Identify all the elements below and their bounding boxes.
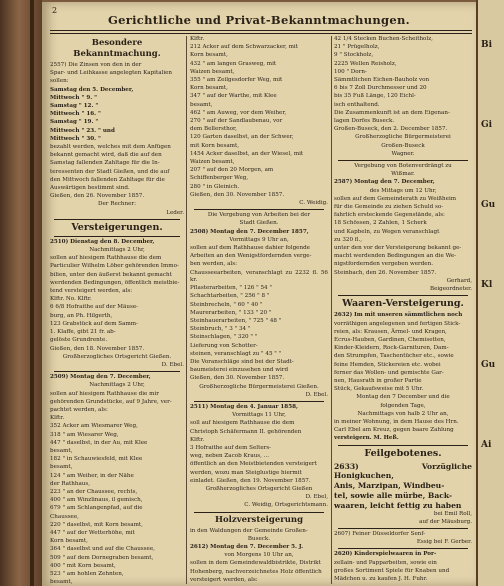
text-line: soll auf hiesigem Rathhause die dem xyxy=(190,420,295,427)
right-page-fragment: Ai xyxy=(481,440,492,450)
text-line: 270 " auf der Sandlaubenau, vor xyxy=(190,118,283,125)
separator xyxy=(54,371,180,372)
notice-2587 xyxy=(334,163,472,293)
text-line: großes Sortiment Spiele für Knaben und xyxy=(334,567,450,574)
text-line: sollen in dem Gemeindewaldbistrikte, Distrikt xyxy=(190,560,321,567)
notice-2612-continued xyxy=(334,36,472,158)
text-line: 223 " an der Chaussee, rechts, xyxy=(50,488,138,495)
text-line: Samstag fallenden Zahltage für die In- xyxy=(50,160,160,167)
text-line: 347 " auf der Warthe, mit Klee xyxy=(190,93,277,100)
text-line: Korn besamt, xyxy=(190,52,228,59)
right-page-fragment: Gu xyxy=(481,200,496,210)
text-line: Vormittags 11 Uhr, xyxy=(232,412,286,419)
section-title: Besondere Bekanntmachung. xyxy=(73,38,161,59)
text-line: öffentlich an den Meistbietenden versteigert xyxy=(190,461,317,468)
text-line: Die Vergebung von Arbeiten bei der xyxy=(207,212,311,219)
text-line: 21 " Prügelholz, xyxy=(334,44,380,51)
notice-2612 xyxy=(190,528,328,584)
text-line: D. Ebel. xyxy=(305,391,328,398)
text-line: 18 Schössen, 2 Zahlen, 1 Scherk xyxy=(334,220,427,227)
text-line: Mittwoch " 16. " xyxy=(50,111,101,118)
text-line: gelöste Grundrente. xyxy=(50,337,108,344)
text-line: den Strumpfen, Taschentücher etc., sowie xyxy=(334,353,454,360)
text-line: Klftr. xyxy=(190,436,205,443)
text-line: besamt, xyxy=(50,464,73,471)
text-line: unter den vor der Versteigerung bekannt ge- xyxy=(334,245,462,252)
text-line: 2557) Die Zinsen von den in der xyxy=(50,62,142,68)
text-line: sollen auf dem Gemeinderath zu Weißheim xyxy=(334,195,457,202)
separator xyxy=(338,528,468,529)
section-title: Versteigerungen. xyxy=(71,221,163,233)
separator xyxy=(338,445,468,446)
text-line: D. Ebel. xyxy=(161,361,184,368)
text-line: baumeisterei einzusehen und wird xyxy=(190,367,289,374)
notice-2511 xyxy=(190,404,328,510)
column-1 xyxy=(50,36,184,584)
text-line: Spar- und Leihkasse angelegten Kapitalien xyxy=(50,70,173,77)
text-line: 2587) Montag den 7. December, xyxy=(334,179,435,186)
text-line: Kinder-Kleidern, Rock-Garnituren, Dam- xyxy=(334,345,449,352)
text-line: 6 6/8 Hofraithe auf der Mäuse- xyxy=(50,304,139,311)
text-line: Sämmtlichen Eichen-Bauholz von xyxy=(334,77,430,84)
text-line: 123 Grabstück auf dem Samm- xyxy=(50,320,138,327)
text-line: 2508) Montag den 7. December 1857, xyxy=(190,228,309,235)
text-line: sollen auf dem Rathhause dahier folgende xyxy=(190,245,310,252)
text-line: 2633) Vorzügliche Honigkuchen, xyxy=(334,461,472,480)
text-line: fahrlich ersteckende Gegenstände, als: xyxy=(334,212,445,219)
text-line: Klftr. xyxy=(190,36,205,42)
text-line: 2607) Feiner Düsseldorfer Senf- xyxy=(334,530,426,537)
text-line: weg, neben Zacob Kraus, ... xyxy=(190,453,270,460)
text-line: bekannt gemacht wird, daß die auf den xyxy=(50,152,162,159)
text-line: sollen: xyxy=(50,78,69,85)
text-line: 462 " am Auweg, vor dem Weiher, xyxy=(190,109,287,116)
column-2 xyxy=(190,36,328,584)
text-line: vorräthigen angelegenen und fertigen Stick- xyxy=(334,320,461,327)
notice-2620 xyxy=(334,551,472,583)
text-line: werden, wozu man Steiglustige hiermit xyxy=(190,469,302,476)
text-line: 400 " mit Korn besamt, xyxy=(50,562,116,569)
text-line: Leder. xyxy=(166,209,184,216)
text-line: Samstag " 12. " xyxy=(50,103,99,110)
text-line: 42 1/4 Stecken Buchen-Scheitholz, xyxy=(334,36,433,42)
section-title: Holzversteigerung xyxy=(214,514,304,525)
text-line: Auswärtigen bestimmt sind. xyxy=(50,185,130,192)
text-line: Essig bei F. Gerber. xyxy=(416,539,472,546)
right-page-fragment: Bi xyxy=(481,40,493,50)
column-rule-1 xyxy=(186,36,187,584)
page-number: 2 xyxy=(52,6,58,15)
text-line: teressenten der Stadt Gießen, und die auf xyxy=(50,168,170,175)
text-line: zu 320 fl., xyxy=(334,236,363,243)
text-line: Wagner. xyxy=(391,150,415,157)
text-line: Arbeiten an den Wenigstfordernden verge- xyxy=(190,253,312,260)
text-line: Steinhauerarbeiten, " 725 " 48 " xyxy=(190,317,282,324)
text-line: Gerhard, xyxy=(446,277,472,284)
text-line: Vergebung von Botenverdrängt zu xyxy=(354,163,452,170)
text-line: nigstfordernden vergeben werden. xyxy=(334,261,433,268)
text-line: Korn besamt, xyxy=(50,538,88,545)
text-line: besamt, xyxy=(190,101,213,108)
separator xyxy=(54,219,180,220)
text-line: 364 " daselbst und auf die Chaussee, xyxy=(50,546,155,553)
text-line: versteigern. M. Heß. xyxy=(334,435,399,442)
text-line: Mittwoch " 23. " und xyxy=(50,127,115,134)
text-line: Nachmittags von halb 2 Uhr an, xyxy=(357,410,449,417)
section-title: Feilgebotenes. xyxy=(364,447,442,459)
text-line: sollen auf hiesigem Rathhause die dem xyxy=(50,255,162,262)
text-line: zellain- und Papparbeiten, sowie ein xyxy=(334,559,437,566)
text-line: Die Voranschläge sind bei der Stadt- xyxy=(190,358,294,365)
text-line: Lieferung von Schotter- xyxy=(190,342,258,349)
text-line: Großherzogliches Ortsgericht Gießen xyxy=(205,485,313,492)
text-line: ben werden, als: xyxy=(190,261,237,268)
text-line: 2510) Dienstag den 8. December, xyxy=(50,238,155,245)
text-line: Waizen besamt, xyxy=(190,159,235,166)
notice-2509-continued xyxy=(190,36,328,207)
text-line: 318 " am Wiesarer Weg, xyxy=(50,431,119,438)
text-line: feine Hemden, Stickereien etc. wobei xyxy=(334,361,441,368)
text-line: Hohenberg, nachverzeichnetes Holz öffentlich xyxy=(190,568,322,575)
text-line: reien, als: Krausen, Ärmel- und Kragen, xyxy=(334,328,447,335)
text-line: 2511) Montag den 4. Januar 1858, xyxy=(190,403,298,410)
text-line: Die Zusammenkunft ist an dem Eigenan- xyxy=(334,109,450,116)
separator xyxy=(338,295,468,296)
text-line: Steinschlagen, " 320 " " xyxy=(190,334,258,341)
notice-2509 xyxy=(50,374,184,584)
left-page xyxy=(42,2,476,586)
separator xyxy=(194,209,324,210)
column-rule-2 xyxy=(331,36,332,584)
text-line: 1. Klaffe, gibt 21 fr. ab- xyxy=(50,329,116,336)
page-title: Gerichtliche und Privat-Bekanntmachungen. xyxy=(108,13,410,27)
book-spine xyxy=(0,0,42,586)
text-line: 355 " am Zeilgesdorfer Weg, mit xyxy=(190,77,283,84)
text-line: 447 " auf der Wetterhöhe, mit xyxy=(50,529,135,536)
text-line: 432 " am langen Grasweg, mit xyxy=(190,60,277,67)
text-line: Großen-Buseck, den 2. December 1857. xyxy=(334,126,448,133)
text-line: waaren, leicht fettig zu haben xyxy=(334,500,462,510)
text-line: Vormittags 9 Uhr an, xyxy=(229,236,289,243)
notice-2632 xyxy=(334,312,472,442)
text-line: 352 Acker am Wiesmarer Weg, xyxy=(50,423,138,430)
text-line: besamt, xyxy=(50,579,73,584)
text-line: bis 35 Fuß Länge, 120 Eichl- xyxy=(334,93,416,100)
text-line: folgenden Tage, xyxy=(380,402,426,409)
text-line: Anis, Marzipan, Windbeu- xyxy=(334,480,445,490)
text-line: macht werdenden Bedingungen an die We- xyxy=(334,253,457,260)
text-line: Waizen besamt, xyxy=(190,68,235,75)
text-line: in meiner Wohnung, in dem Hause des Hrn. xyxy=(334,418,459,425)
text-line: Chaussee, xyxy=(50,513,79,520)
text-line: D. Ebel, xyxy=(305,494,328,501)
text-line: und Kapbeln, zu Wegen veranschlagt xyxy=(334,228,440,235)
text-line: 182 " in Schauwiesfeld, mit Klee xyxy=(50,456,143,463)
title-rule-top xyxy=(50,30,472,31)
text-line: Großen-Buseck xyxy=(381,142,425,149)
text-line: Klftr. No. Klftr. xyxy=(50,296,92,303)
text-line: pachtet werden, als: xyxy=(50,406,108,413)
text-line: versteigert werden, als: xyxy=(190,576,258,583)
text-line: 3 Hofraithe auf dem Selters- xyxy=(190,444,272,451)
text-line: Wißmar. xyxy=(391,171,415,178)
text-line: Steinbruch, " 3 " 34 " xyxy=(190,326,251,333)
text-line: Großherzogliches Ortsgericht Gießen. xyxy=(62,353,172,360)
text-line: Carl Ebel am Kreuz, gegen baare Zahlung xyxy=(334,427,454,434)
text-line: auf der Mäusburg. xyxy=(419,518,472,525)
text-line: C. Weidig. xyxy=(299,200,328,207)
text-line: Klftr. xyxy=(50,415,65,422)
text-line: 124 " am Weiher, in der Nähe xyxy=(50,472,134,479)
text-line: bilien, unter den äußerst bekannt gemacht xyxy=(50,271,172,278)
text-line: Mittwoch " 9. " xyxy=(50,94,98,101)
text-line: den Mittwoch fallenden Zahltage für die xyxy=(50,176,165,183)
text-line: 220 " daselbst, mit Korn besamt, xyxy=(50,521,143,528)
text-line: 1454 Acker daselbst, an der Wiesel, mit xyxy=(190,150,304,157)
text-line: Buseck. xyxy=(247,535,271,542)
section-title: Waaren-Versteigerung. xyxy=(342,298,464,310)
text-line: einladet. Gießen, den 19. November 1857. xyxy=(190,477,311,484)
notice-2607 xyxy=(334,531,472,546)
text-line: Großherzogliche Bürgermeisterei xyxy=(355,134,451,141)
text-line: Steinbrecheln, " 60 " 40 " xyxy=(190,301,263,308)
text-line: steinen, veranschlagt zu " 45 " " xyxy=(190,350,282,357)
text-line: besamt, xyxy=(50,447,73,454)
text-line: des Mittags um 12 Uhr, xyxy=(369,187,437,194)
spine-binding xyxy=(30,0,34,586)
text-line: Christoph Schäfermann II. gehörenden xyxy=(190,428,302,435)
text-line: burg, an Ph. Hilgerth, xyxy=(50,312,113,319)
text-line: Maurerarbeiten, " 133 " 20 " xyxy=(190,309,272,316)
text-line: Schachtarbeiten, " 256 " 8 " xyxy=(190,293,270,300)
text-line: 2620) Kinderspielwaaren in Por- xyxy=(334,551,437,558)
text-line: 2612) Montag den 7. December 5. J. xyxy=(190,543,304,550)
text-line: tend versteigert werden, als: xyxy=(50,288,133,295)
text-line: Mittwoch " 30. " xyxy=(50,135,101,142)
text-line: tel, sowie alle mürbe, Back- xyxy=(334,490,452,500)
text-line: 2509) Montag den 7. December, xyxy=(50,374,151,381)
notice-2510 xyxy=(50,239,184,369)
right-page-fragment: Gi xyxy=(481,120,493,130)
notice-2508 xyxy=(190,212,328,399)
text-line: Nachmittags 2 Uhr, xyxy=(89,247,145,254)
text-line: bei Emil Roll, xyxy=(433,510,472,517)
text-line: Der Rechner: xyxy=(98,201,136,208)
column-3 xyxy=(334,36,472,584)
text-line: in den Waldungen der Gemeinde Großen- xyxy=(190,527,308,534)
text-line: Stadt Gießen. xyxy=(239,220,279,227)
text-line: Pflasterarbeiten, " 126 " 54 " xyxy=(190,285,272,292)
right-page-fragment: Kl xyxy=(481,280,493,290)
text-line: 212 Acker auf dem Schwarzacker, mit xyxy=(190,44,298,51)
text-line: für die Gemeinde zu ziehen Schuld so- xyxy=(334,204,444,211)
text-line: Nachmittags 2 Uhr, xyxy=(89,382,145,389)
text-line: Gießen, den 26. November 1857. xyxy=(50,193,145,200)
text-line: 9 " Stockholz, xyxy=(334,52,374,59)
text-line: dem Bellersthor, xyxy=(190,126,237,133)
text-line: 120 Garten daselbst, an der Schwer, xyxy=(190,134,294,141)
text-line: werdenden Bedingungen, öffentlich meistbie- xyxy=(50,279,180,286)
text-line: 509 " auf dem Dornegraben besamt, xyxy=(50,554,154,561)
text-line: ferner das Wollen- und gemischte Gar- xyxy=(334,369,444,376)
text-line: 2632) Im mit unseren sämmtlichen noch xyxy=(334,312,463,319)
text-line: 447 " daselbst, in der Au, mit Klee xyxy=(50,439,148,446)
text-line: Gießen, den 18. November 1857. xyxy=(50,345,145,352)
text-line: 6 bis 7 Zoll Durchmesser und 20 xyxy=(334,85,427,92)
text-line: Beigeordneter. xyxy=(429,286,472,293)
text-line: Ecrus-Hauben, Gardinen, Chemisetten, xyxy=(334,336,446,343)
text-line: Mädchen u. zu kaufen J. H. Fuhr. xyxy=(334,575,428,582)
separator xyxy=(338,160,468,161)
text-line: 100 " Dorn- xyxy=(334,68,367,75)
text-line: von Morgens 10 Uhr an, xyxy=(224,552,294,559)
text-line: Korn besamt, xyxy=(190,85,228,92)
separator xyxy=(54,236,180,237)
text-line: 207 " auf den 20 Morgen, am xyxy=(190,167,274,174)
text-line: mit Korn besamt, xyxy=(190,142,239,149)
right-page-edge xyxy=(476,0,504,586)
text-line: gehörenden Grundstücke, auf 9 Jahre, ver- xyxy=(50,398,172,405)
text-line: bezahlt werden, welches mit dem Anfügen xyxy=(50,144,171,151)
notice-2633 xyxy=(334,462,472,526)
text-line: 400 " am Winzlinaus, il gemisch, xyxy=(50,497,143,504)
notice-2557 xyxy=(50,62,184,217)
separator xyxy=(194,401,324,402)
text-line: Montag den 7 December und die xyxy=(356,394,450,401)
text-line: der Rathhaus, xyxy=(50,480,91,487)
text-line: Steinbach, den 26. November 1857. xyxy=(334,269,437,276)
text-line: Chausseearbeiten, veranschlagt zu 2232 fl. 56 kr. xyxy=(190,269,328,283)
separator xyxy=(338,548,468,549)
text-line: Schiffenberger Weg, xyxy=(190,175,249,182)
separator xyxy=(194,512,324,513)
text-line: 523 " am hohlen Zehnten, xyxy=(50,570,124,577)
text-line: 280 " in Gleinich. xyxy=(190,183,240,190)
text-line: Samstag " 19. " xyxy=(50,119,99,126)
text-line: Gießen, den 30. November 1857. xyxy=(190,191,285,198)
right-page-fragment: Gu xyxy=(481,360,496,370)
text-line: isch enthaltend. xyxy=(334,101,380,108)
text-line: sollen auf hiesigem Rathhause die mir xyxy=(50,390,159,397)
text-line: nen, Hausrath in großer Partie xyxy=(334,377,422,384)
text-line: Particulier Wilhelm Löber gehörenden Immo- xyxy=(50,263,179,270)
text-line: 679 " am Schlangenpfad, auf die xyxy=(50,505,143,512)
text-line: lagen Dorfes Buseck. xyxy=(334,118,395,125)
title-rule-bottom xyxy=(50,33,472,34)
text-line: Gießen, den 30. November 1857. xyxy=(190,375,285,382)
text-line: Großherzogliche Bürgermeisterei Gießen. xyxy=(199,383,319,390)
text-line: Samstag den 5. December, xyxy=(50,86,134,93)
text-line: C. Weidig, Ortsgerichtsmann. xyxy=(244,502,328,509)
text-line: 2225 Wellen Reisholz, xyxy=(334,60,397,67)
text-line: Stück, Gekaufsweise mit 5 Uhr. xyxy=(334,386,424,393)
